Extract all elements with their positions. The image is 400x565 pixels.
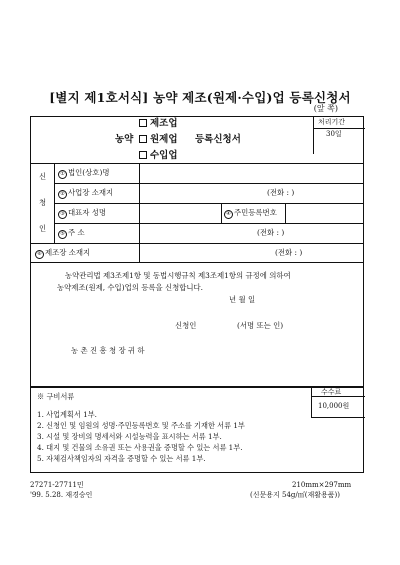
header-prefix: 농약 [115,134,134,145]
approval-note: '99. 5.28. 재경승인 [30,491,93,499]
factory-col-divider [139,243,140,262]
recipient-line: 농 촌 진 흥 청 장 귀 하 [71,346,145,355]
fee-amount: 10,000원 [318,402,350,410]
checkbox-icon[interactable] [139,119,147,127]
office-address-label: ② 사업장 소재지 [58,189,113,199]
paper-type: (신문용지 54g/㎡(재활용품)) [250,491,340,499]
corp-name-label: ① 법인(상호)명 [58,169,109,179]
header-suffix: 등록신청서 [195,134,241,145]
applicant-label-3: 인 [39,224,47,233]
row-divider [54,203,363,204]
fee-label: 수수료 [321,388,342,396]
declaration-line-1: 농약관리법 제3조제1항 및 동법시행규칙 제3조제1항의 규정에 의하여 [65,271,291,280]
row-divider [54,223,363,224]
checkbox-icon[interactable] [139,135,147,143]
option-manufacturing[interactable]: 제조업 [139,119,178,129]
signer-label: 신청인 [175,321,197,330]
row-divider [31,243,363,244]
date-line[interactable]: 년 월 일 [229,295,256,304]
processing-divider [313,117,314,154]
corp-name-input[interactable] [141,165,361,181]
rrn-label: ④ 주민등록번호 [224,209,277,219]
factory-phone-field[interactable]: (전화 : ) [275,248,303,257]
row-divider [31,262,363,263]
fee-divider [311,387,312,417]
applicant-label-2: 청 [39,198,47,207]
processing-rule [313,128,365,129]
fee-rule [311,417,365,418]
front-page-label: (앞 쪽) [313,104,338,113]
doc-item: 4. 대지 및 건물의 소유권 또는 사용권을 증명할 수 있는 서류 1부. [37,443,243,452]
doc-item: 3. 시설 및 장비의 명세서와 시설능력을 표시하는 서류 1부. [37,432,222,441]
address-phone-field[interactable]: (전화 : ) [257,228,285,237]
doc-item: 5. 자체검사책임자의 자격을 증명할 수 있는 서류 1부. [37,454,206,463]
rrn-value-divider [285,203,286,223]
form-number: 27271-27711민 [30,481,84,489]
application-form-table [30,116,364,387]
option-technical[interactable]: 원제업 [139,135,178,145]
option-import[interactable]: 수입업 [139,151,178,161]
required-documents-section [30,387,364,473]
processing-period-label: 처리기간 [318,118,346,126]
declaration-line-2: 농약제조(원제, 수입)업의 등록을 신청합니다. [57,283,204,292]
address-label: ⑤ 주 소 [58,229,85,239]
fee-rule [311,396,365,397]
office-phone-field[interactable]: (전화 : ) [267,188,295,197]
row-divider [31,163,363,164]
paper-size: 210mm×297mm [292,481,352,489]
checkbox-icon[interactable] [139,151,147,159]
processing-period-value: 30일 [326,130,342,138]
factory-address-label: ⑥ 제조장 소재지 [35,249,90,259]
row-divider [54,183,363,184]
doc-item: 2. 신청인 및 임원의 성명·주민등록번호 및 주소를 기재한 서류 1부 [37,421,245,430]
docs-heading: ※ 구비서류 [37,392,75,401]
rrn-divider [221,203,222,223]
doc-item: 1. 사업계획서 1부. [37,410,97,419]
applicant-label-1: 신 [39,172,47,181]
form-title: [별지 제1호서식] 농약 제조(원제·수입)업 등록신청서 [49,90,351,105]
signature-field[interactable]: (서명 또는 인) [237,321,284,330]
representative-label: ③ 대표자 성명 [58,209,106,219]
